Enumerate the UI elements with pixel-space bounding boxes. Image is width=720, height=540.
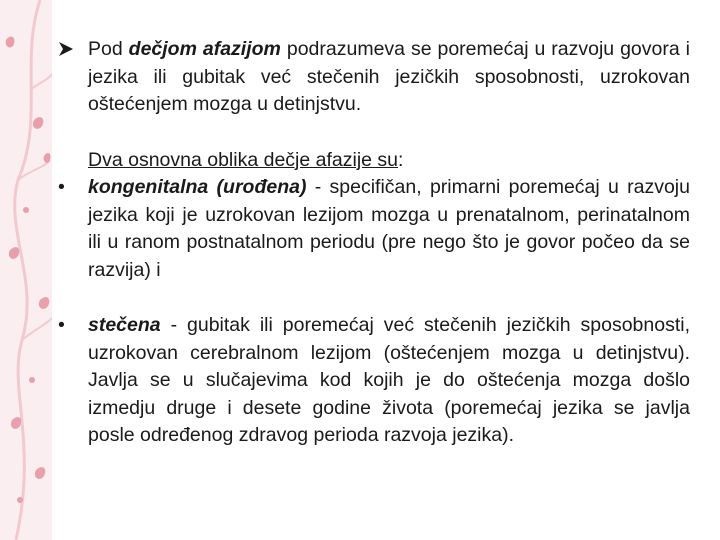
forms-heading-colon: : bbox=[398, 148, 404, 171]
list-item-text: - specifičan, primarni poremećaj u razvoju jezika koji je uzrokovan lezijom mozga u prenatalnom, perinatalnom ili u ranom postnatalnom periodu (pre nego što je govor počeo da se razvija) i bbox=[88, 176, 690, 281]
floral-branch-decoration bbox=[0, 0, 52, 540]
definition-term: dečjom afazijom bbox=[128, 38, 281, 60]
forms-heading-text: Dva osnovna oblika dečje afazije su bbox=[88, 148, 399, 171]
list-item-term: stečena bbox=[88, 314, 161, 336]
forms-heading bbox=[58, 147, 690, 175]
definition-paragraph bbox=[58, 36, 690, 119]
list-item-text: - gubitak ili poremećaj već stečenih jezičkih sposobnosti, uzrokovan cerebralnom lezijom (oštećenjem mozga u detinjstvu). Javlja se u slučajevima kod kojih je do oštećenja mozga došlo izmedju druge i desete godine života (poremećaj jezika se javlja posle određenog zdravog perioda razvoja jezika). bbox=[88, 314, 690, 446]
list-item-term: kongenitalna (urođena) bbox=[88, 176, 307, 198]
definition-intro: Pod bbox=[88, 38, 129, 60]
list-item-congenital bbox=[58, 174, 690, 284]
slide-content bbox=[58, 36, 690, 450]
bullet-dot-icon: • bbox=[58, 176, 65, 198]
definition-text: podrazumeva se poremećaj u razvoju govora i jezika ili gubitak već stečenih jezičkih sposobnosti, uzrokovan oštećenjem mozga u detinjstvu. bbox=[88, 38, 690, 115]
list-item-acquired bbox=[58, 312, 690, 450]
arrow-bullet-icon bbox=[58, 36, 80, 57]
bullet-dot-icon: • bbox=[58, 314, 65, 336]
